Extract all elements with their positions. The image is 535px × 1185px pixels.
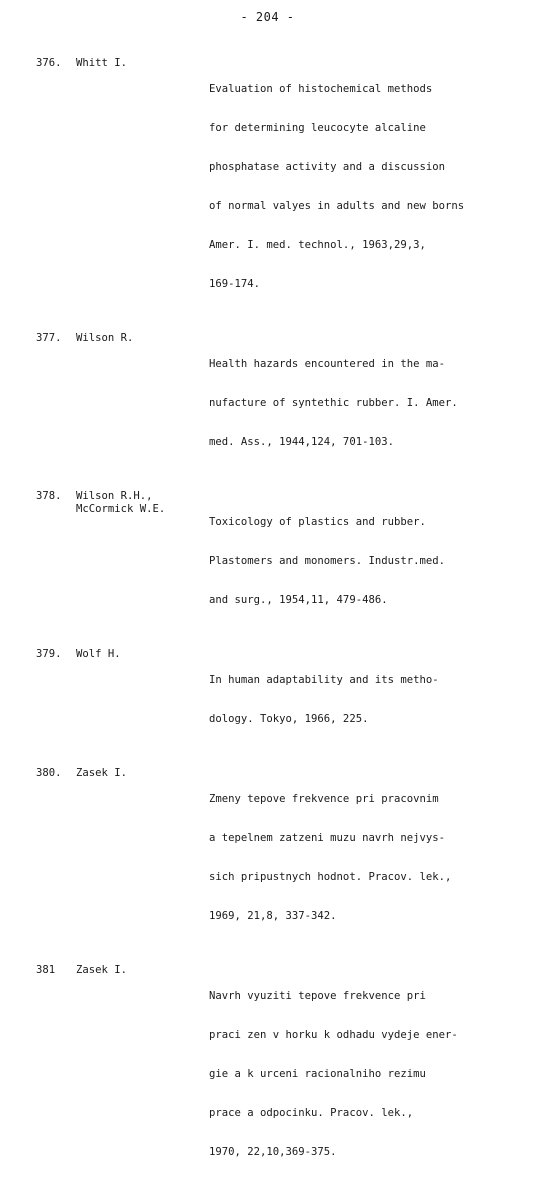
citation-line: In human adaptability and its metho- <box>209 674 439 686</box>
citation-line: med. Ass., 1944,124, 701-103. <box>209 436 394 448</box>
entry-number: 378. <box>36 490 62 502</box>
entry-number: 377. <box>36 332 62 344</box>
page-number: - 204 - <box>240 10 295 24</box>
entry-citation <box>209 57 527 317</box>
reference-entry <box>36 332 527 475</box>
reference-entry <box>36 648 527 752</box>
citation-line: dology. Tokyo, 1966, 225. <box>209 713 369 725</box>
entry-citation <box>209 767 527 949</box>
reference-entry <box>36 57 527 317</box>
citation-line: Navrh vyuziti tepove frekvence pri <box>209 990 426 1002</box>
reference-entry <box>36 490 527 633</box>
citation-line: 1969, 21,8, 337-342. <box>209 910 337 922</box>
entry-author: Wolf H. <box>76 648 121 660</box>
entry-number: 376. <box>36 57 62 69</box>
citation-line: Toxicology of plastics and rubber. <box>209 516 426 528</box>
reference-list <box>36 57 527 1185</box>
entry-number: 381 <box>36 964 56 976</box>
entry-author: Zasek I. <box>76 964 128 976</box>
entry-author: Whitt I. <box>76 57 128 69</box>
entry-number: 380. <box>36 767 62 779</box>
entry-citation <box>209 332 527 475</box>
entry-author: Wilson R. <box>76 332 134 344</box>
citation-line: Evaluation of histochemical methods <box>209 83 433 95</box>
entry-author: Wilson R.H., McCormick W.E. <box>76 490 166 515</box>
entry-citation <box>209 648 527 752</box>
citation-line: for determining leucocyte alcaline <box>209 122 426 134</box>
entry-citation <box>209 490 527 633</box>
citation-line: praci zen v horku k odhadu vydeje ener- <box>209 1029 458 1041</box>
entry-number: 379. <box>36 648 62 660</box>
entry-citation <box>209 964 527 1185</box>
citation-line: Health hazards encountered in the ma- <box>209 358 445 370</box>
citation-line: phosphatase activity and a discussion <box>209 161 445 173</box>
citation-line: a tepelnem zatzeni muzu navrh nejvys- <box>209 832 445 844</box>
citation-line: Plastomers and monomers. Industr.med. <box>209 555 445 567</box>
citation-line: Amer. I. med. technol., 1963,29,3, <box>209 239 426 251</box>
entry-author: Zasek I. <box>76 767 128 779</box>
citation-line: 169-174. <box>209 278 261 290</box>
citation-line: Zmeny tepove frekvence pri pracovnim <box>209 793 439 805</box>
citation-line: nufacture of syntethic rubber. I. Amer. <box>209 397 458 409</box>
reference-entry <box>36 964 527 1185</box>
reference-entry <box>36 767 527 949</box>
citation-line: gie a k urceni racionalniho rezimu <box>209 1068 426 1080</box>
citation-line: 1970, 22,10,369-375. <box>209 1146 337 1158</box>
citation-line: and surg., 1954,11, 479-486. <box>209 594 388 606</box>
citation-line: prace a odpocinku. Pracov. lek., <box>209 1107 414 1119</box>
citation-line: of normal valyes in adults and new borns <box>209 200 465 212</box>
citation-line: sich pripustnych hodnot. Pracov. lek., <box>209 871 452 883</box>
